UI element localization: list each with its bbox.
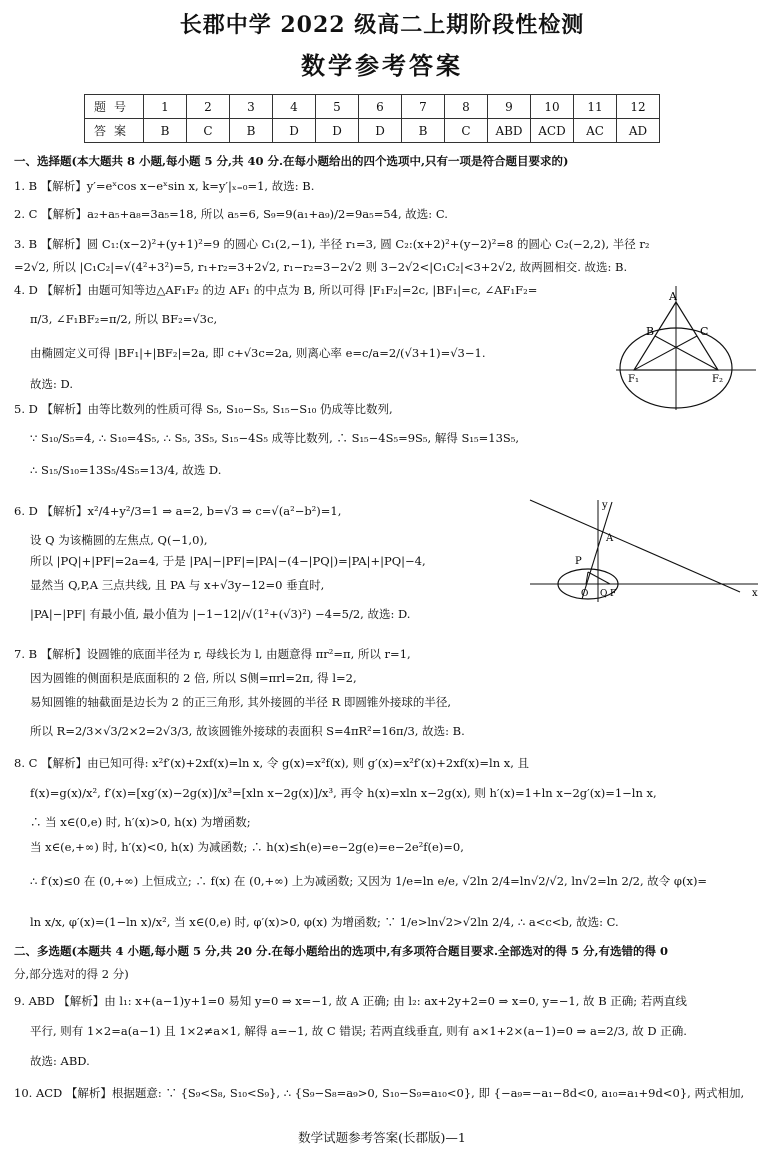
solution-line: 当 x∈(e,+∞) 时, h′(x)<0, h(x) 为减函数; ∴ h(x)≤h(e)=e−2g(e)=e−2e²f(e)=0,: [30, 840, 464, 854]
point-label: B: [646, 325, 655, 338]
solution-line: 1. B 【解析】y′=eˣcos x−eˣsin x, k=y′|ₓ₌₀=1, 故选: B.: [14, 179, 315, 193]
solution-line: 3. B 【解析】圆 C₁:(x−2)²+(y+1)²=9 的圆心 C₁(2,−1), 半径 r₁=3, 圆 C₂:(x+2)²+(y−2)²=8 的圆心 C₂(−2,2), 半径 r₂: [14, 237, 650, 251]
solution-line: ∴ S₁₅/S₁₀=13S₅/4S₅=13/4, 故选 D.: [30, 463, 222, 477]
answer-cell: B: [402, 119, 445, 143]
question-number-cell: 12: [617, 95, 660, 119]
solution-line: 6. D 【解析】x²/4+y²/3=1 ⇒ a=2, b=√3 ⇒ c=√(a²−b²)=1,: [14, 504, 342, 518]
question-number-cell: 9: [488, 95, 531, 119]
point-label: O: [581, 589, 589, 599]
answer-table: [84, 94, 660, 143]
solution-line: 设 Q 为该椭圆的左焦点, Q(−1,0),: [30, 533, 208, 547]
answer-cell: AC: [574, 119, 617, 143]
answer-cell: C: [187, 119, 230, 143]
solution-line: ∴ f′(x)≤0 在 (0,+∞) 上恒成立; ∴ f(x) 在 (0,+∞) 上为减函数; 又因为 1/e=ln e/e, √2ln 2/4=ln√2/√2, ln√2=ln 2/2, 故令 φ(x)=: [30, 874, 708, 888]
row-label: 答案: [85, 119, 144, 143]
answer-cell: D: [316, 119, 359, 143]
answer-cell: ACD: [531, 119, 574, 143]
solution-line: 故选: D.: [30, 377, 73, 391]
answer-cell: D: [273, 119, 316, 143]
point-label: F₂: [712, 374, 723, 385]
point-label: Q: [600, 589, 608, 599]
page-footer: 数学试题参考答案(长郡版)—1: [298, 1130, 466, 1145]
solution-line: 9. ABD 【解析】由 l₁: x+(a−1)y+1=0 易知 y=0 ⇒ x=−1, 故 A 正确; 由 l₂: ax+2y+2=0 ⇒ x=0, y=−1, 故 B 正确; 若两直线: [14, 994, 687, 1008]
answer-cell: B: [230, 119, 273, 143]
solution-line: |PA|−|PF| 有最小值, 最小值为 |−1−12|/√(1²+(√3)²) −4=5/2, 故选: D.: [30, 607, 411, 621]
figure-ellipse-line: [526, 496, 762, 604]
question-number-cell: 11: [574, 95, 617, 119]
section-heading-cont: 分,部分选对的得 2 分): [14, 967, 129, 981]
solution-line: 5. D 【解析】由等比数列的性质可得 S₅, S₁₀−S₅, S₁₅−S₁₀ 仍成等比数列,: [14, 402, 393, 416]
answer-cell: B: [144, 119, 187, 143]
answer-cell: C: [445, 119, 488, 143]
point-label: P: [575, 556, 582, 567]
solution-line: 由椭圆定义可得 |BF₁|+|BF₂|=2a, 即 c+√3c=2a, 则离心率 e=c/a=2/(√3+1)=√3−1.: [30, 346, 486, 360]
section-heading: 二、多选题(本题共 4 小题,每小题 5 分,共 20 分.在每小题给出的选项中,有多项符合题目要求.全部选对的得 5 分,有选错的得 0: [14, 944, 669, 958]
table-row: [85, 119, 660, 143]
question-number-cell: 7: [402, 95, 445, 119]
row-label: 题号: [85, 95, 144, 119]
solution-line: f(x)=g(x)/x², f′(x)=[xg′(x)−2g(x)]/x³=[xln x−2g(x)]/x³, 再令 h(x)=xln x−2g(x), 则 h′(x)=1+ln x−2g′(x)=1−ln x,: [30, 786, 657, 800]
solution-line: ln x/x, φ′(x)=(1−ln x)/x², 当 x∈(0,e) 时, φ′(x)>0, φ(x) 为增函数; ∵ 1/e>ln√2>√2ln 2/4, ∴ a<c<b, 故选: C.: [30, 915, 619, 929]
solution-line: 4. D 【解析】由题可知等边△AF₁F₂ 的边 AF₁ 的中点为 B, 所以可得 |F₁F₂|=2c, |BF₁|=c, ∠AF₁F₂=: [14, 283, 538, 297]
answer-cell: AD: [617, 119, 660, 143]
point-label: F₁: [628, 374, 639, 385]
solution-line: 所以 R=2/3×√3/2×2=2√3/3, 故该圆锥外接球的表面积 S=4πR²=16π/3, 故选: B.: [30, 724, 465, 738]
page-title: 长郡中学 2022 级高二上期阶段性检测: [179, 12, 585, 38]
figure-ellipse-triangle: [612, 278, 762, 412]
section-heading: 一、选择题(本大题共 8 小题,每小题 5 分,共 40 分.在每小题给出的四个选项中,只有一项是符合题目要求的): [14, 154, 569, 168]
solution-line: 因为圆锥的侧面积是底面积的 2 倍, 所以 S侧=πrl=2π, 得 l=2,: [30, 671, 357, 685]
point-label: F: [610, 589, 617, 599]
solution-line: 7. B 【解析】设圆锥的底面半径为 r, 母线长为 l, 由题意得 πr²=π, 所以 r=1,: [14, 647, 411, 661]
solution-line: 平行, 则有 1×2=a(a−1) 且 1×2≠a×1, 解得 a=−1, 故 C 错误; 若两直线垂直, 则有 a×1+2×(a−1)=0 ⇒ a=2/3, 故 D 正确.: [30, 1024, 687, 1038]
solution-line: 易知圆锥的轴截面是边长为 2 的正三角形, 其外接圆的半径 R 即圆锥外接球的半径,: [30, 695, 452, 709]
solution-line: π/3, ∠F₁BF₂=π/2, 所以 BF₂=√3c,: [30, 312, 218, 326]
point-label: A: [606, 533, 614, 544]
solution-line: 2. C 【解析】a₂+a₅+a₈=3a₅=18, 所以 a₅=6, S₉=9(a₁+a₉)/2=9a₅=54, 故选: C.: [14, 207, 448, 221]
solution-line: =2√2, 所以 |C₁C₂|=√(4²+3²)=5, r₁+r₂=3+2√2, r₁−r₂=3−2√2 则 3−2√2<|C₁C₂|<3+2√2, 故两圆相交. 故选: B.: [14, 260, 628, 274]
solution-line: 故选: ABD.: [30, 1054, 90, 1068]
solution-line: ∴ 当 x∈(0,e) 时, h′(x)>0, h(x) 为增函数;: [30, 815, 251, 829]
solution-line: 10. ACD 【解析】根据题意: ∵ {S₉<S₈, S₁₀<S₉}, ∴ {S₉−S₈=a₉>0, S₁₀−S₉=a₁₀<0}, 即 {−a₉=−a₁−8d<0, a₁₀=a₁+9d<0}, 两式相加,: [14, 1086, 745, 1100]
answer-cell: D: [359, 119, 402, 143]
answer-cell: ABD: [488, 119, 531, 143]
solution-line: ∵ S₁₀/S₅=4, ∴ S₁₀=4S₅, ∴ S₅, 3S₅, S₁₅−4S₅ 成等比数列, ∴ S₁₅−4S₅=9S₅, 解得 S₁₅=13S₅,: [30, 431, 520, 445]
axis-label: x: [752, 588, 758, 599]
question-number-cell: 2: [187, 95, 230, 119]
question-number-cell: 4: [273, 95, 316, 119]
question-number-cell: 3: [230, 95, 273, 119]
question-number-cell: 6: [359, 95, 402, 119]
question-number-cell: 5: [316, 95, 359, 119]
page-subtitle: 数学参考答案: [301, 51, 463, 80]
axis-label: y: [602, 500, 608, 511]
point-label: C: [700, 325, 709, 338]
table-row: [85, 95, 660, 119]
solution-line: 所以 |PQ|+|PF|=2a=4, 于是 |PA|−|PF|=|PA|−(4−|PQ|)=|PA|+|PQ|−4,: [30, 554, 426, 568]
solution-line: 显然当 Q,P,A 三点共线, 且 PA 与 x+√3y−12=0 垂直时,: [30, 578, 325, 592]
question-number-cell: 8: [445, 95, 488, 119]
question-number-cell: 1: [144, 95, 187, 119]
solution-line: 8. C 【解析】由已知可得: x²f′(x)+2xf(x)=ln x, 令 g(x)=x²f(x), 则 g′(x)=x²f′(x)+2xf(x)=ln x, 且: [14, 756, 530, 770]
question-number-cell: 10: [531, 95, 574, 119]
point-label: A: [669, 290, 677, 303]
